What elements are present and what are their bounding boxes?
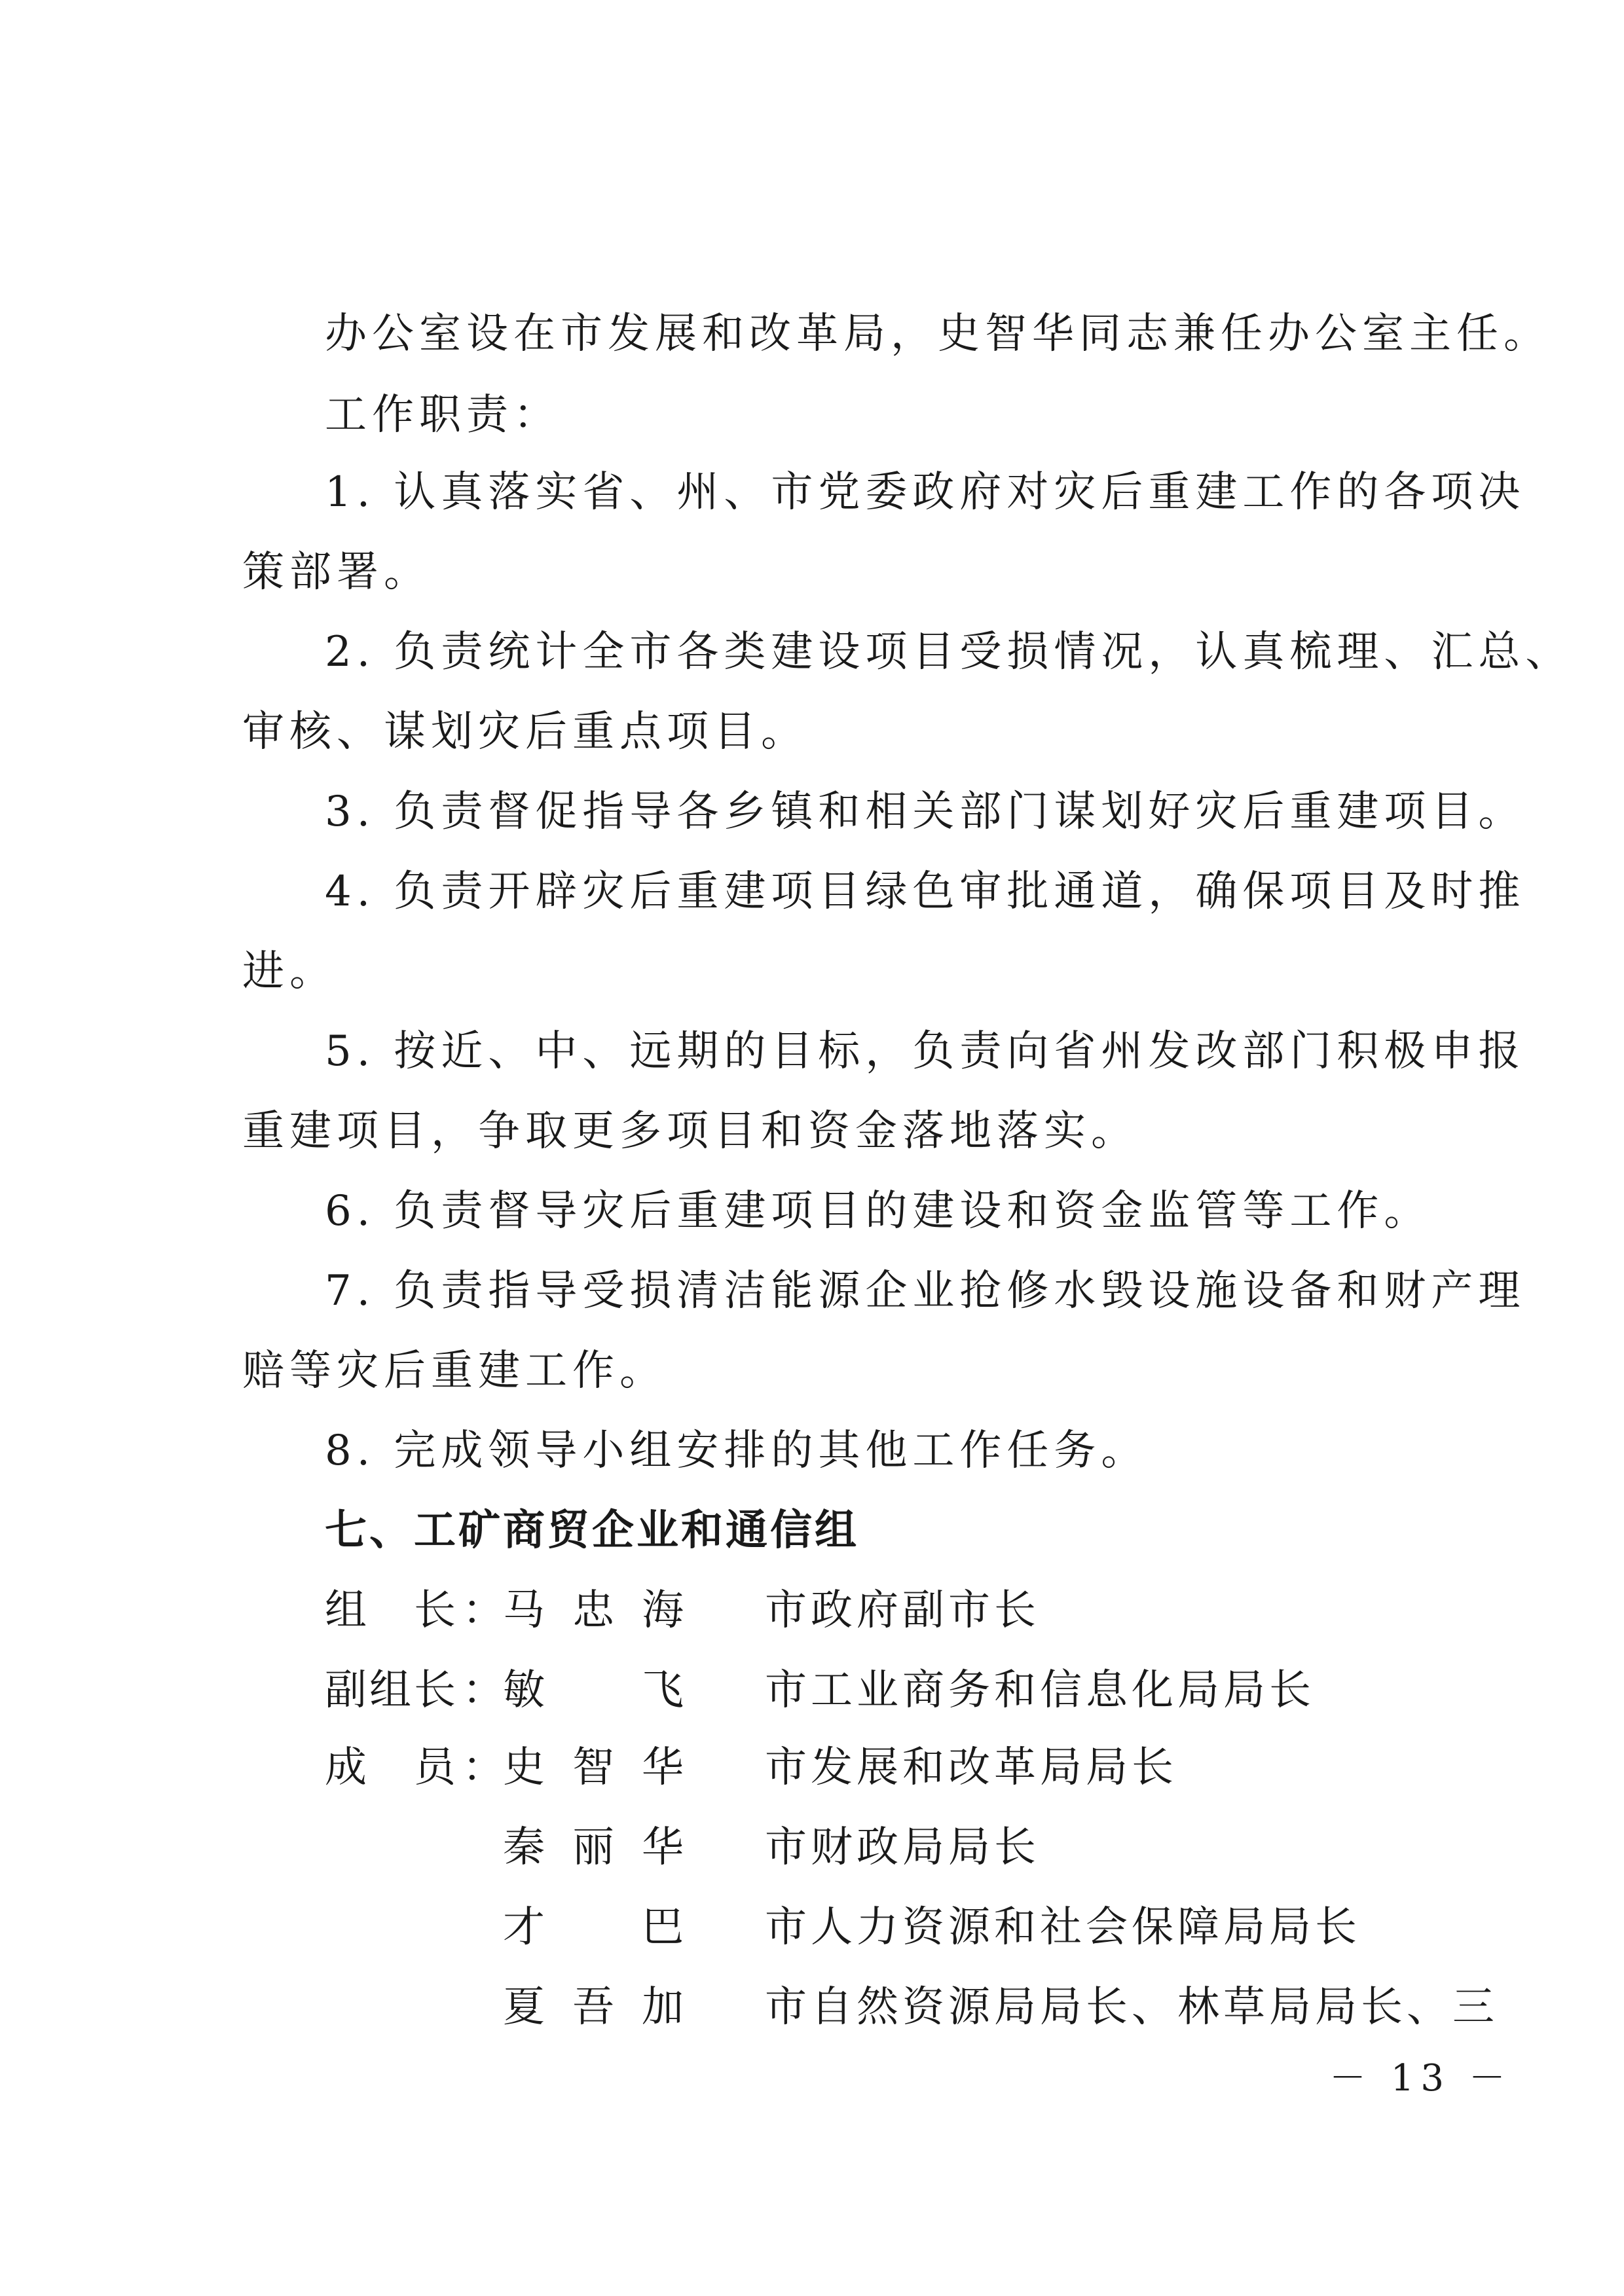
section-heading: 七、工矿商贸企业和通信组: [325, 1506, 859, 1555]
roster-post: 市政府副市长: [765, 1586, 1040, 1635]
body-line: 赔等灾后重建工作。: [242, 1347, 667, 1395]
roster-name: 敏飞: [503, 1666, 684, 1715]
body-line: 8. 完成领导小组安排的其他工作任务。: [325, 1427, 1149, 1475]
body-line: 策部署。: [242, 548, 431, 596]
roster-role: 成员: [325, 1743, 456, 1792]
roster-post: 市工业商务和信息化局局长: [765, 1666, 1315, 1715]
roster-row: [325, 1664, 1464, 1717]
roster-row: [325, 1821, 1464, 1874]
roster-row: [325, 1981, 1498, 2033]
body-line: 工作职责：: [325, 391, 561, 439]
body-line: 2. 负责统计全市各类建设项目受损情况，认真梳理、汇总、: [325, 628, 1573, 676]
roster-name: 马忠海: [503, 1586, 684, 1635]
roster-name: 史智华: [503, 1743, 684, 1792]
body-line: 审核、谋划灾后重点项目。: [242, 708, 808, 756]
roster-name: 秦丽华: [503, 1823, 684, 1872]
roster-post: 市自然资源局局长、林草局局长、三: [765, 1983, 1498, 2032]
roster-role: 组长: [325, 1586, 456, 1635]
body-line: 4. 负责开辟灾后重建项目绿色审批通道，确保项目及时推: [325, 867, 1526, 916]
roster-post: 市发展和改革局局长: [765, 1743, 1177, 1792]
roster-post: 市人力资源和社会保障局局长: [765, 1903, 1361, 1952]
roster-row: [325, 1741, 1464, 1794]
body-line: 7. 负责指导受损清洁能源企业抢修水毁设施设备和财产理: [325, 1267, 1526, 1315]
roster-name: 才巴: [503, 1903, 684, 1952]
roster-post: 市财政局局长: [765, 1823, 1040, 1872]
body-line: 重建项目，争取更多项目和资金落地落实。: [242, 1107, 1138, 1156]
body-line: 进。: [242, 947, 337, 996]
body-line: 5. 按近、中、远期的目标，负责向省州发改部门积极申报: [325, 1027, 1526, 1076]
body-line: 办公室设在市发展和改革局，史智华同志兼任办公室主任。: [325, 310, 1551, 358]
page-number: － 13 －: [1329, 2057, 1512, 2100]
body-line: 6. 负责督导灾后重建项目的建设和资金监管等工作。: [325, 1187, 1431, 1235]
roster-role: 副组长: [325, 1666, 456, 1715]
roster-name: 夏吾加: [503, 1983, 684, 2032]
roster-row: [325, 1901, 1464, 1954]
roster-row: [325, 1584, 1464, 1637]
body-line: 1. 认真落实省、州、市党委政府对灾后重建工作的各项决: [325, 468, 1526, 517]
roster-colon: ：: [462, 1666, 504, 1715]
body-line: 3. 负责督促指导各乡镇和相关部门谋划好灾后重建项目。: [325, 788, 1526, 836]
roster-colon: ：: [462, 1586, 504, 1635]
roster-colon: ：: [462, 1743, 504, 1792]
